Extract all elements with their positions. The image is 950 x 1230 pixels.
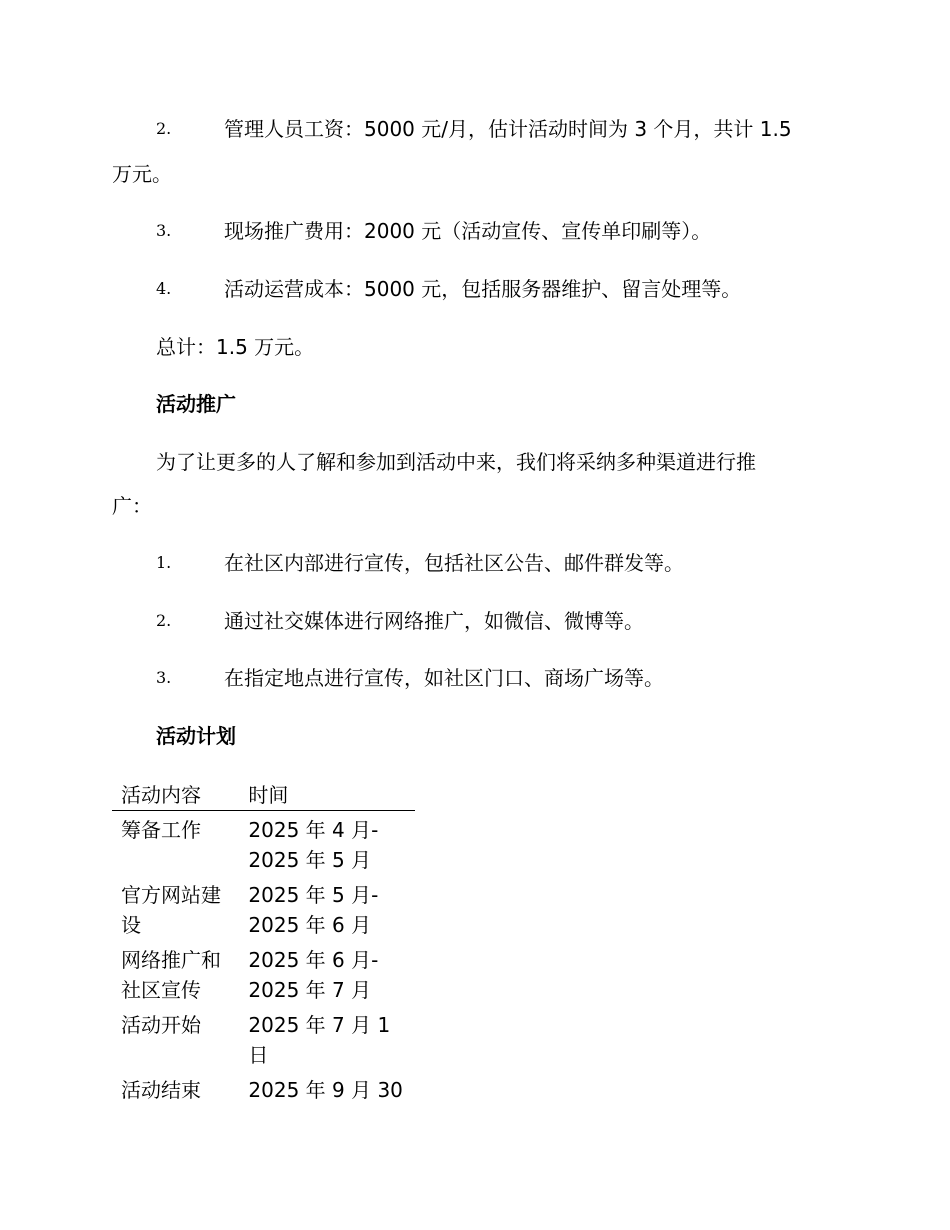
list-text: 活动运营成本：5000 元，包括服务器维护、留言处理等。 — [224, 277, 742, 301]
list-text: 管理人员工资：5000 元/月，估计活动时间为 3 个月，共计 1.5 — [224, 117, 792, 141]
list-number: 2. — [156, 119, 172, 138]
table-row — [112, 1075, 415, 1110]
list-text: 通过社交媒体进行网络推广，如微信、微博等。 — [224, 609, 644, 633]
cost-list-item — [0, 274, 950, 304]
cell-text: 日 — [248, 1043, 269, 1067]
cell-text: 2025 年 6 月- — [248, 948, 379, 972]
activity-plan-table — [112, 780, 415, 1110]
cell-text: 2025 年 7 月 1 — [248, 1013, 391, 1037]
list-number: 3. — [156, 221, 172, 240]
list-number: 4. — [156, 279, 172, 298]
cell-text: 活动结束 — [121, 1078, 201, 1102]
total-cost-text: 总计：1.5 万元。 — [156, 335, 315, 359]
promotion-list-item — [0, 606, 950, 636]
cell-time — [239, 880, 415, 945]
table-row — [112, 811, 415, 881]
cell-content — [112, 945, 239, 1010]
list-number: 2. — [156, 611, 172, 630]
cell-text: 2025 年 7 月 — [248, 978, 372, 1002]
list-text-continuation: 万元。 — [112, 162, 172, 186]
promotion-list-item — [0, 663, 950, 693]
promotion-intro-continuation: 广： — [112, 494, 152, 518]
cell-text: 设 — [121, 913, 141, 937]
cell-text: 2025 年 5 月 — [248, 848, 372, 872]
promotion-list-item — [0, 548, 950, 578]
cell-content — [112, 1010, 239, 1075]
section-heading-promotion: 活动推广 — [156, 392, 236, 416]
column-header-time: 时间 — [248, 783, 289, 807]
cell-content — [112, 811, 239, 881]
cell-text: 2025 年 4 月- — [248, 818, 379, 842]
list-number: 1. — [156, 553, 172, 572]
cell-text: 社区宣传 — [121, 978, 201, 1002]
column-header-content: 活动内容 — [121, 783, 201, 807]
table-row — [112, 880, 415, 945]
cell-content — [112, 880, 239, 945]
table-row — [112, 1010, 415, 1075]
table-header-row — [112, 780, 415, 811]
list-number: 3. — [156, 668, 172, 687]
cell-text: 筹备工作 — [121, 818, 201, 842]
table-row — [112, 945, 415, 1010]
cell-text: 2025 年 6 月 — [248, 913, 372, 937]
cell-time — [239, 945, 415, 1010]
cell-time — [239, 811, 415, 881]
cell-time — [239, 1010, 415, 1075]
cell-text: 活动开始 — [121, 1013, 201, 1037]
promotion-intro: 为了让更多的人了解和参加到活动中来，我们将采纳多种渠道进行推 — [156, 450, 756, 474]
list-text: 现场推广费用：2000 元（活动宣传、宣传单印刷等）。 — [224, 219, 712, 243]
cell-text: 2025 年 9 月 30 — [248, 1078, 403, 1102]
cell-text: 2025 年 5 月- — [248, 883, 379, 907]
list-text: 在社区内部进行宣传，包括社区公告、邮件群发等。 — [224, 551, 684, 575]
cell-content — [112, 1075, 239, 1110]
cost-list-item — [0, 114, 950, 144]
cell-text: 官方网站建 — [121, 883, 221, 907]
cell-text: 网络推广和 — [121, 948, 221, 972]
list-text: 在指定地点进行宣传，如社区门口、商场广场等。 — [224, 666, 664, 690]
cell-time — [239, 1075, 415, 1110]
section-heading-plan: 活动计划 — [156, 724, 236, 748]
cost-list-item — [0, 216, 950, 246]
